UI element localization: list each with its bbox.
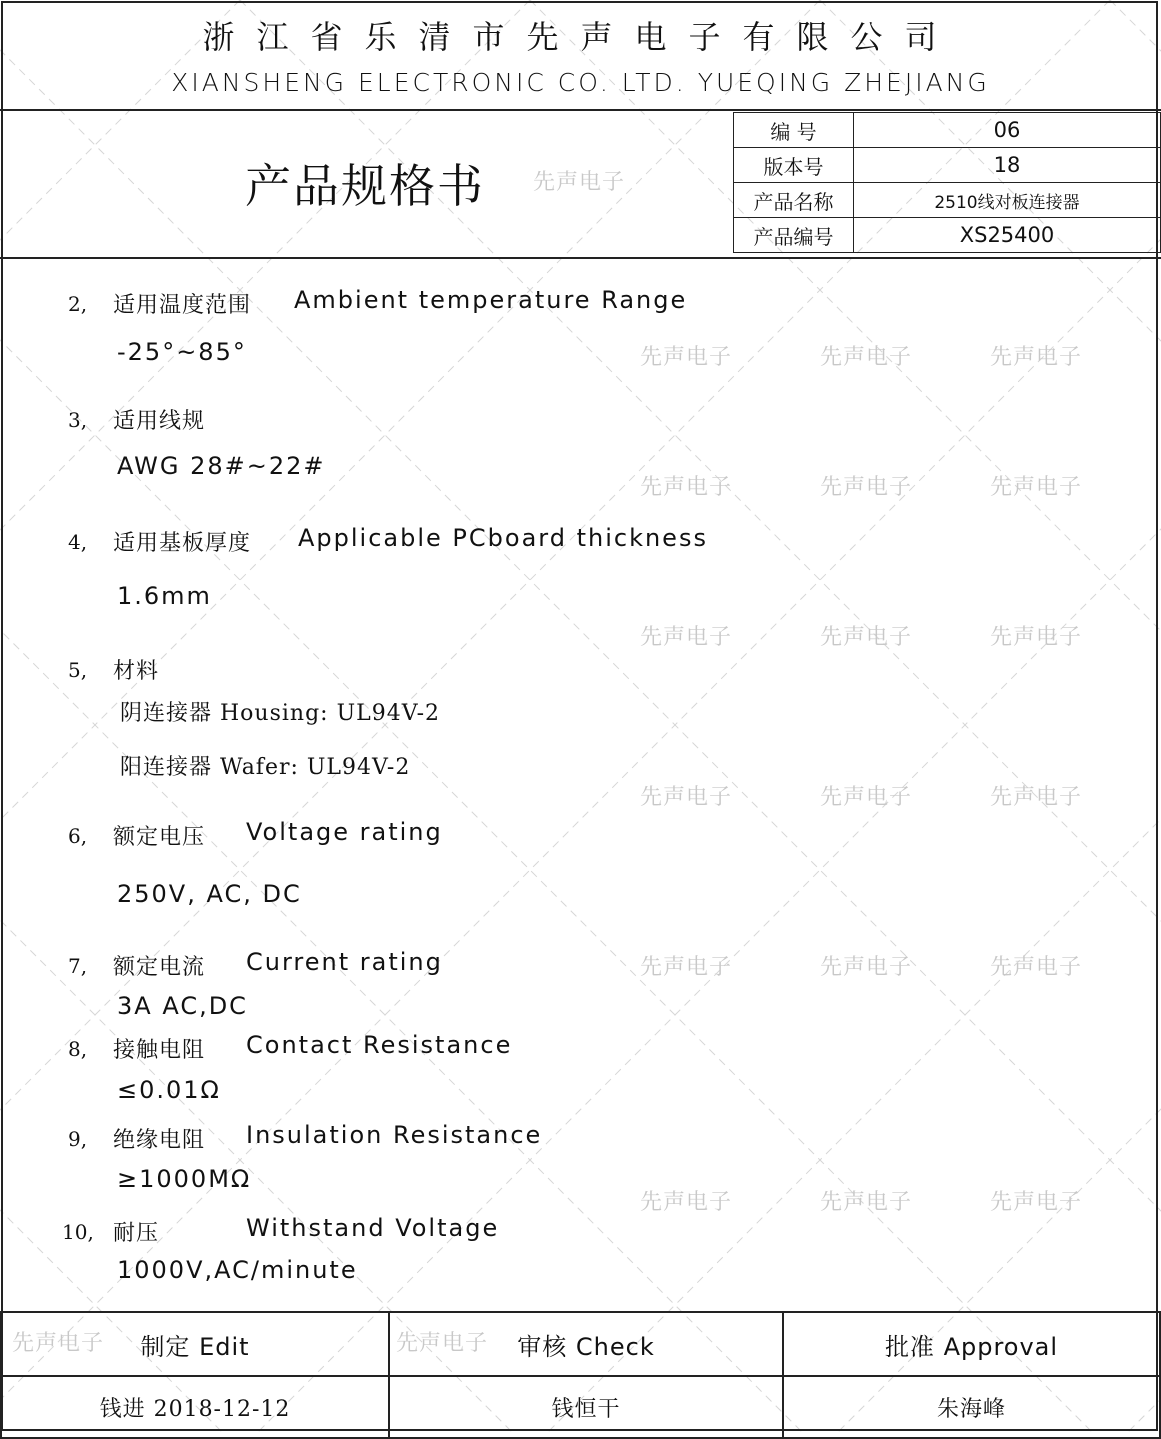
watermark-text: 先声电子 [820,625,913,650]
watermark-text: 先声电子 [533,170,626,195]
approval-table [0,1311,1161,1439]
section-value: 1000V,AC/minute [117,1256,358,1284]
check-header: 审核 Check [389,1312,783,1376]
info-value: 2510线对板连接器 [854,183,1161,218]
watermark-text: 先声电子 [640,955,733,980]
section-value: 阴连接器 Housing: UL94V-2 [120,701,441,726]
watermark-text: 先声电子 [990,625,1083,650]
section-title-cn: 额定电流 [113,955,206,980]
watermark-text: 先声电子 [820,345,913,370]
section-title-cn: 适用基板厚度 [113,531,252,556]
section-number: 3, [68,408,88,432]
section-value: -25°~85° [117,338,247,366]
check-value: 钱恒干 [389,1376,783,1438]
watermark-text: 先声电子 [820,785,913,810]
info-label: 产品编号 [734,218,854,253]
watermark-text: 先声电子 [990,1190,1083,1215]
divider [0,109,1161,111]
watermark-text: 先声电子 [990,955,1083,980]
section-number: 4, [68,530,88,554]
info-table [733,112,1161,253]
section-title-cn: 耐压 [113,1221,160,1246]
section-title-cn: 材料 [113,659,160,684]
section-value: 3A AC,DC [117,992,248,1020]
section-number: 8, [68,1037,88,1061]
section-title-cn: 接触电阻 [113,1038,206,1063]
approval-header: 批准 Approval [783,1312,1160,1376]
divider [0,257,1161,259]
info-label: 产品名称 [734,183,854,218]
section-title-en: Insulation Resistance [246,1121,543,1149]
watermark-text: 先声电子 [640,475,733,500]
section-number: 6, [68,824,88,848]
section-number: 5, [68,658,88,682]
section-value: 250V, AC, DC [117,880,302,908]
watermark-text: 先声电子 [640,1190,733,1215]
company-name-en: XIANSHENG ELECTRONIC CO. LTD. YUEQING ZHEJIANG [171,68,990,97]
section-value: 阳连接器 Wafer: UL94V-2 [120,755,411,780]
watermark-text: 先声电子 [820,1190,913,1215]
section-value: ≤0.01Ω [117,1076,221,1104]
section-number: 2, [68,292,88,316]
watermark-text: 先声电子 [990,345,1083,370]
document-title: 产品规格书 [245,159,485,213]
section-title-cn: 适用线规 [113,409,206,434]
section-title-en: Current rating [246,948,443,976]
section-title-en: Voltage rating [246,818,443,846]
info-row [734,113,1161,148]
info-row [734,218,1161,253]
section-value: ≥1000MΩ [117,1165,252,1193]
edit-value: 钱进 2018-12-12 [1,1376,389,1438]
section-number: 10, [62,1220,94,1244]
watermark-text: 先声电子 [640,345,733,370]
watermark-text: 先声电子 [820,955,913,980]
section-title-en: Withstand Voltage [246,1214,500,1242]
watermark-text: 先声电子 [990,475,1083,500]
company-name-cn: 浙江省乐清市先声电子有限公司 [202,18,959,56]
section-number: 7, [68,954,88,978]
watermark-text: 先声电子 [990,785,1083,810]
section-title-cn: 适用温度范围 [113,293,252,318]
edit-header: 制定 Edit [1,1312,389,1376]
watermark-text: 先声电子 [640,625,733,650]
info-row [734,183,1161,218]
section-title-en: Contact Resistance [246,1031,513,1059]
section-title-en: Ambient temperature Range [294,286,688,314]
watermark-text: 先声电子 [640,785,733,810]
watermark-text: 先声电子 [12,1331,105,1356]
approval-value: 朱海峰 [783,1376,1160,1438]
section-value: 1.6mm [117,582,212,610]
section-title-en: Applicable PCboard thickness [298,524,708,552]
info-value: 18 [854,148,1161,183]
section-title-cn: 绝缘电阻 [113,1128,206,1153]
info-label: 版本号 [734,148,854,183]
section-number: 9, [68,1127,88,1151]
watermark-text: 先声电子 [396,1331,489,1356]
watermark-text: 先声电子 [820,475,913,500]
info-value: XS25400 [854,218,1161,253]
section-title-cn: 额定电压 [113,825,206,850]
section-value: AWG 28#~22# [117,452,326,480]
info-label: 编 号 [734,113,854,148]
info-value: 06 [854,113,1161,148]
info-row [734,148,1161,183]
